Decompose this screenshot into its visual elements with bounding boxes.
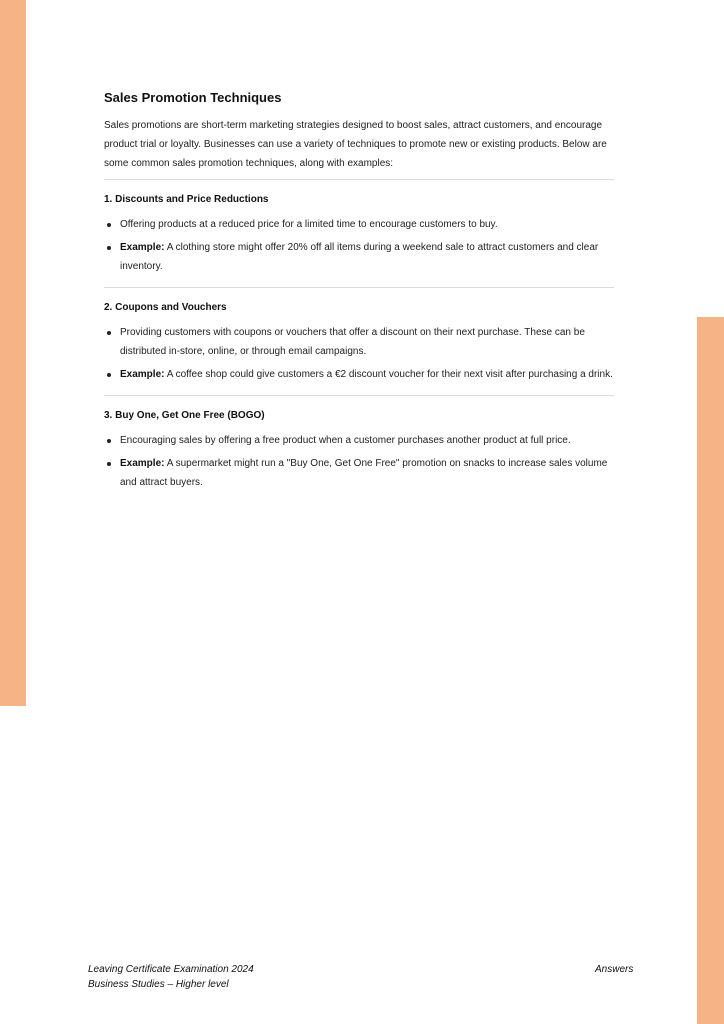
intro-paragraph: Sales promotions are short-term marketing strategies designed to boost sales, attract customers, and encourage product trial or loyalty. Businesses can use a variety of techniques to promote new or existing products. Below are some common sales promotion techniques, along with examples: — [104, 120, 607, 169]
bullet-dot-icon — [107, 462, 111, 466]
bullet-item-example — [104, 238, 614, 276]
example-text: A coffee shop could give customers a €2 discount voucher for their next visit after purchasing a drink. — [164, 369, 613, 380]
page-title: Sales Promotion Techniques — [104, 90, 282, 105]
document-body — [104, 90, 614, 503]
section-discounts — [104, 180, 614, 287]
bullet-text: Encouraging sales by offering a free product when a customer purchases another product at full price. — [120, 435, 571, 446]
section-heading: 1. Discounts and Price Reductions — [104, 194, 269, 205]
example-text: A clothing store might offer 20% off all items during a weekend sale to attract customers and clear inventory. — [120, 242, 599, 272]
example-label: Example: — [120, 242, 165, 253]
right-accent-bar — [697, 317, 724, 1024]
section-heading: 3. Buy One, Get One Free (BOGO) — [104, 410, 265, 421]
bullet-list — [104, 215, 614, 276]
bullet-list — [104, 323, 614, 384]
bullet-item — [104, 431, 614, 450]
section-heading: 2. Coupons and Vouchers — [104, 302, 227, 313]
footer-exam-line: Leaving Certificate Examination 2024 — [88, 964, 254, 975]
example-label: Example: — [120, 369, 165, 380]
section-coupons — [104, 288, 614, 395]
left-accent-bar — [0, 0, 26, 706]
bullet-dot-icon — [107, 439, 111, 443]
bullet-dot-icon — [107, 331, 111, 335]
bullet-item — [104, 323, 614, 361]
bullet-list — [104, 431, 614, 492]
section-bogo — [104, 396, 614, 503]
bullet-text: Providing customers with coupons or vouchers that offer a discount on their next purchase. These can be distributed in-store, online, or through email campaigns. — [120, 327, 585, 357]
footer-page-label: Answers — [595, 964, 634, 975]
bullet-dot-icon — [107, 373, 111, 377]
footer-subject-line: Business Studies – Higher level — [88, 979, 229, 990]
bullet-text: Offering products at a reduced price for a limited time to encourage customers to buy. — [120, 219, 498, 230]
bullet-dot-icon — [107, 223, 111, 227]
bullet-dot-icon — [107, 246, 111, 250]
bullet-item-example — [104, 365, 614, 384]
bullet-item-example — [104, 454, 614, 492]
example-text: A supermarket might run a "Buy One, Get One Free" promotion on snacks to increase sales volume and attract buyers. — [120, 458, 608, 488]
bullet-item — [104, 215, 614, 234]
example-label: Example: — [120, 458, 165, 469]
footer-exam-info — [88, 962, 254, 992]
